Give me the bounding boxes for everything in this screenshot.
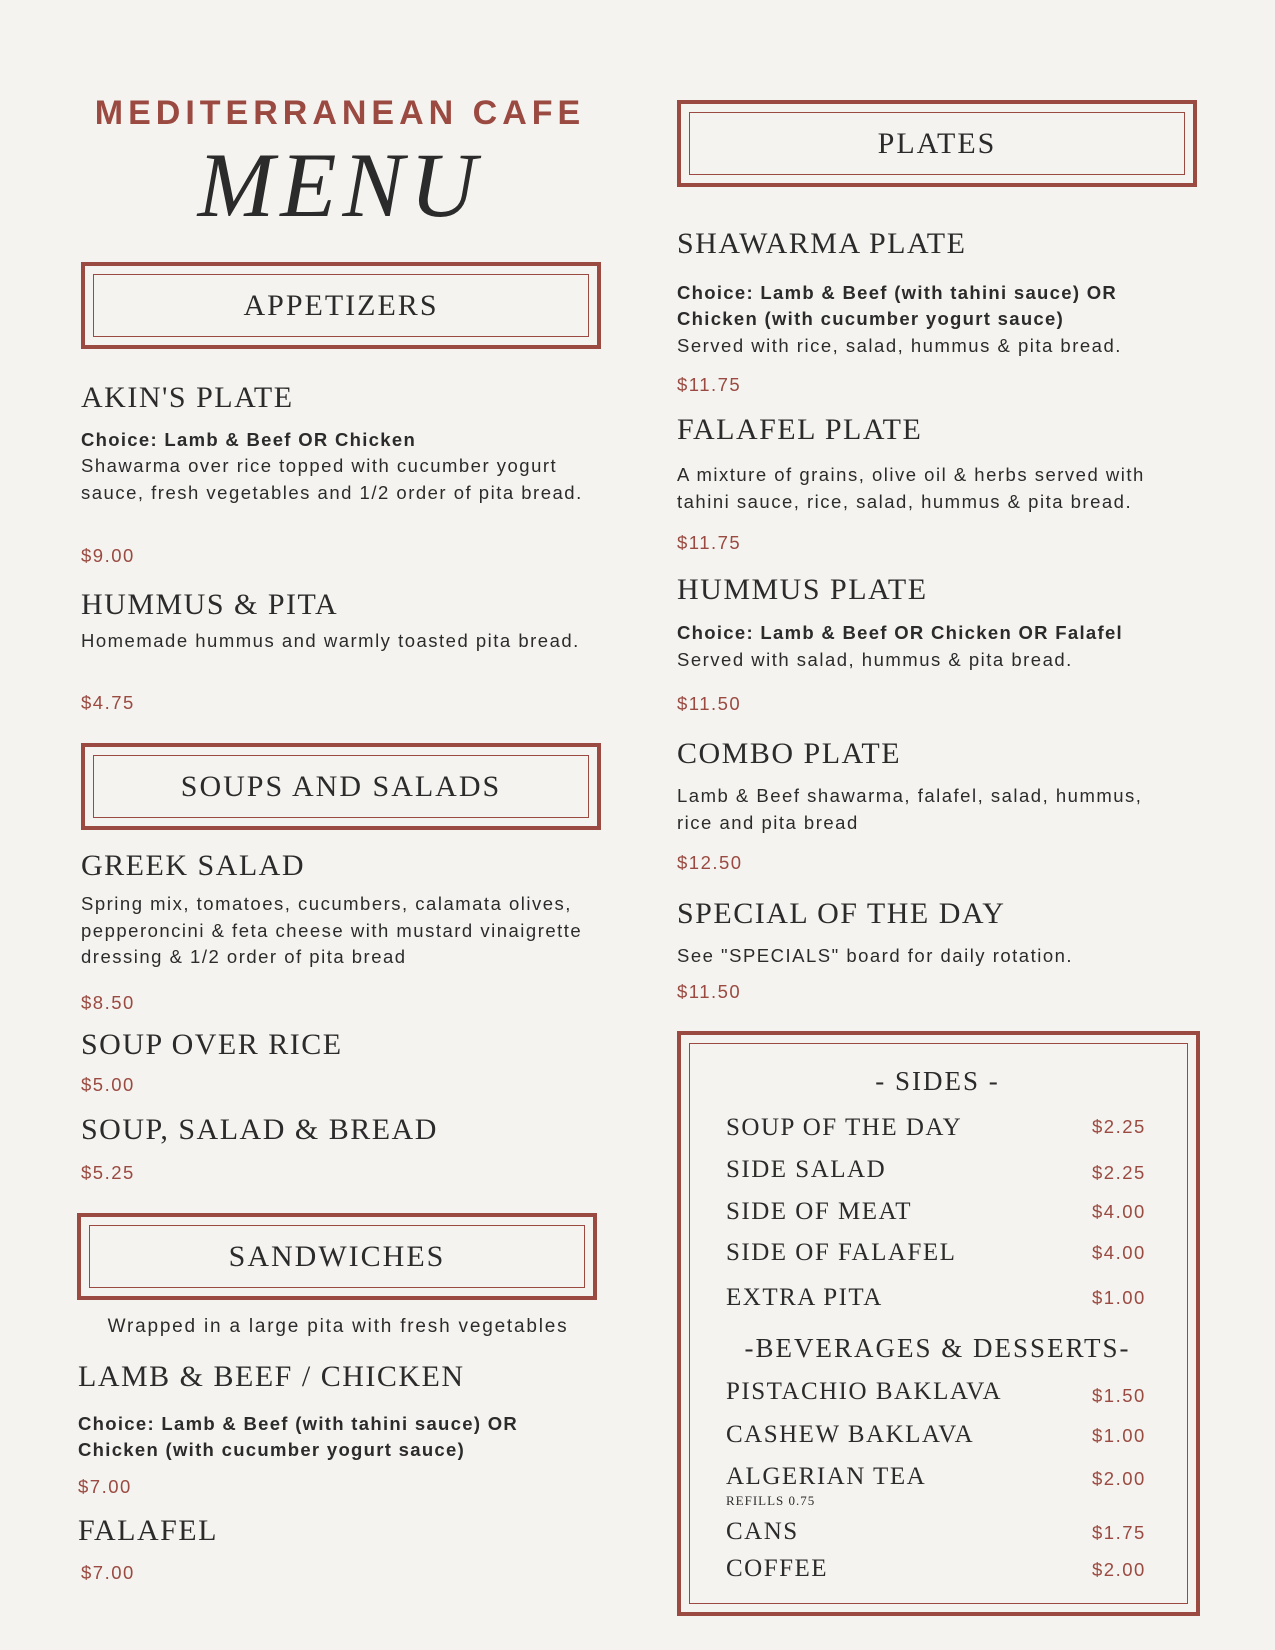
beverage-item-price: $2.00 — [1092, 1559, 1146, 1580]
side-item-price: $4.00 — [1092, 1201, 1146, 1222]
beverage-item-name: CASHEW BAKLAVA — [726, 1421, 975, 1448]
sandwiches-subtitle: Wrapped in a large pita with fresh vegetables — [107, 1316, 569, 1337]
beverage-item-name: PISTACHIO BAKLAVA — [726, 1378, 1003, 1405]
soup-salad-bread-name: SOUP, SALAD & BREAD — [81, 1113, 438, 1146]
plates-header — [677, 100, 1197, 187]
akins-plate-name: AKIN'S PLATE — [81, 381, 294, 414]
shawarma-plate-price: $11.75 — [677, 374, 742, 395]
sandwiches-title: SANDWICHES — [228, 1239, 446, 1273]
refills-note: REFILLS 0.75 — [726, 1493, 816, 1508]
soup-over-rice-price: $5.00 — [81, 1074, 135, 1095]
falafel-sandwich-name: FALAFEL — [78, 1514, 218, 1547]
sides-title: - SIDES - — [875, 1066, 1000, 1096]
combo-plate-desc: Lamb & Beef shawarma, falafel, salad, hummus, rice and pita bread — [677, 785, 1143, 833]
side-item-name: EXTRA PITA — [726, 1284, 883, 1311]
hummus-plate-price: $11.50 — [677, 693, 742, 714]
side-item-name: SIDE SALAD — [726, 1156, 887, 1183]
menu-title: MENU — [197, 134, 483, 236]
lamb-chicken-sandwich-price: $7.00 — [78, 1476, 132, 1497]
side-item-price: $4.00 — [1092, 1242, 1146, 1263]
side-item-price: $2.25 — [1092, 1162, 1146, 1183]
falafel-plate-price: $11.75 — [677, 532, 742, 553]
beverage-item-price: $1.00 — [1092, 1425, 1146, 1446]
plates-title: PLATES — [877, 126, 997, 160]
beverage-item-price: $2.00 — [1092, 1468, 1146, 1489]
beverage-item-name: CANS — [726, 1518, 799, 1545]
appetizers-header — [81, 262, 601, 349]
soups-salads-title: SOUPS AND SALADS — [180, 769, 502, 803]
special-of-the-day-price: $11.50 — [677, 981, 742, 1002]
greek-salad-desc: Spring mix, tomatoes, cucumbers, calamata olives, pepperoncini & feta cheese with mustard vinaigrette dressing & 1/2 order of pita bread — [81, 893, 583, 967]
beverages-title: -BEVERAGES & DESSERTS- — [744, 1333, 1131, 1363]
combo-plate-name: COMBO PLATE — [677, 737, 902, 770]
beverage-item-name: COFFEE — [726, 1555, 829, 1582]
side-item-name: SIDE OF FALAFEL — [726, 1239, 957, 1266]
shawarma-plate-desc: Served with rice, salad, hummus & pita bread. — [677, 335, 1122, 356]
hummus-pita-price: $4.75 — [81, 692, 135, 713]
beverage-item-name: ALGERIAN TEA — [726, 1463, 927, 1490]
soups-salads-header — [81, 743, 601, 830]
soup-salad-bread-price: $5.25 — [81, 1162, 135, 1183]
falafel-plate-name: FALAFEL PLATE — [677, 413, 923, 446]
special-of-the-day-desc: See "SPECIALS" board for daily rotation. — [677, 945, 1074, 966]
greek-salad-price: $8.50 — [81, 992, 135, 1013]
hummus-pita-desc: Homemade hummus and warmly toasted pita bread. — [81, 630, 580, 651]
soup-over-rice-name: SOUP OVER RICE — [81, 1028, 343, 1061]
lamb-chicken-sandwich-choice: Choice: Lamb & Beef (with tahini sauce) OR Chicken (with cucumber yogurt sauce) — [78, 1413, 519, 1460]
beverage-item-price: $1.50 — [1092, 1385, 1146, 1406]
cafe-name: MEDITERRANEAN CAFE — [94, 94, 586, 132]
hummus-pita-name: HUMMUS & PITA — [81, 588, 339, 621]
akins-plate-price: $9.00 — [81, 545, 135, 566]
side-item-name: SIDE OF MEAT — [726, 1198, 913, 1225]
hummus-plate-name: HUMMUS PLATE — [677, 573, 928, 606]
special-of-the-day-name: SPECIAL OF THE DAY — [677, 897, 1006, 930]
greek-salad-name: GREEK SALAD — [81, 849, 305, 882]
side-item-price: $1.00 — [1092, 1287, 1146, 1308]
shawarma-plate-choice: Choice: Lamb & Beef (with tahini sauce) OR Chicken (with cucumber yogurt sauce) — [677, 282, 1118, 329]
falafel-plate-desc: A mixture of grains, olive oil & herbs served with tahini sauce, rice, salad, hummus & pita bread. — [677, 464, 1145, 512]
lamb-chicken-sandwich-name: LAMB & BEEF / CHICKEN — [78, 1360, 465, 1393]
combo-plate-price: $12.50 — [677, 852, 743, 873]
sandwiches-header — [77, 1213, 597, 1300]
hummus-plate-choice: Choice: Lamb & Beef OR Chicken OR Falafel — [677, 622, 1123, 643]
appetizers-title: APPETIZERS — [243, 288, 439, 322]
beverage-item-price: $1.75 — [1092, 1522, 1146, 1543]
falafel-sandwich-price: $7.00 — [81, 1562, 135, 1583]
side-item-name: SOUP OF THE DAY — [726, 1114, 963, 1141]
side-item-price: $2.25 — [1092, 1116, 1146, 1137]
hummus-plate-desc: Served with salad, hummus & pita bread. — [677, 649, 1073, 670]
shawarma-plate-name: SHAWARMA PLATE — [677, 227, 967, 260]
akins-plate-desc: Shawarma over rice topped with cucumber yogurt sauce, fresh vegetables and 1/2 order of pita bread. — [81, 455, 583, 503]
akins-plate-choice: Choice: Lamb & Beef OR Chicken — [81, 429, 417, 450]
